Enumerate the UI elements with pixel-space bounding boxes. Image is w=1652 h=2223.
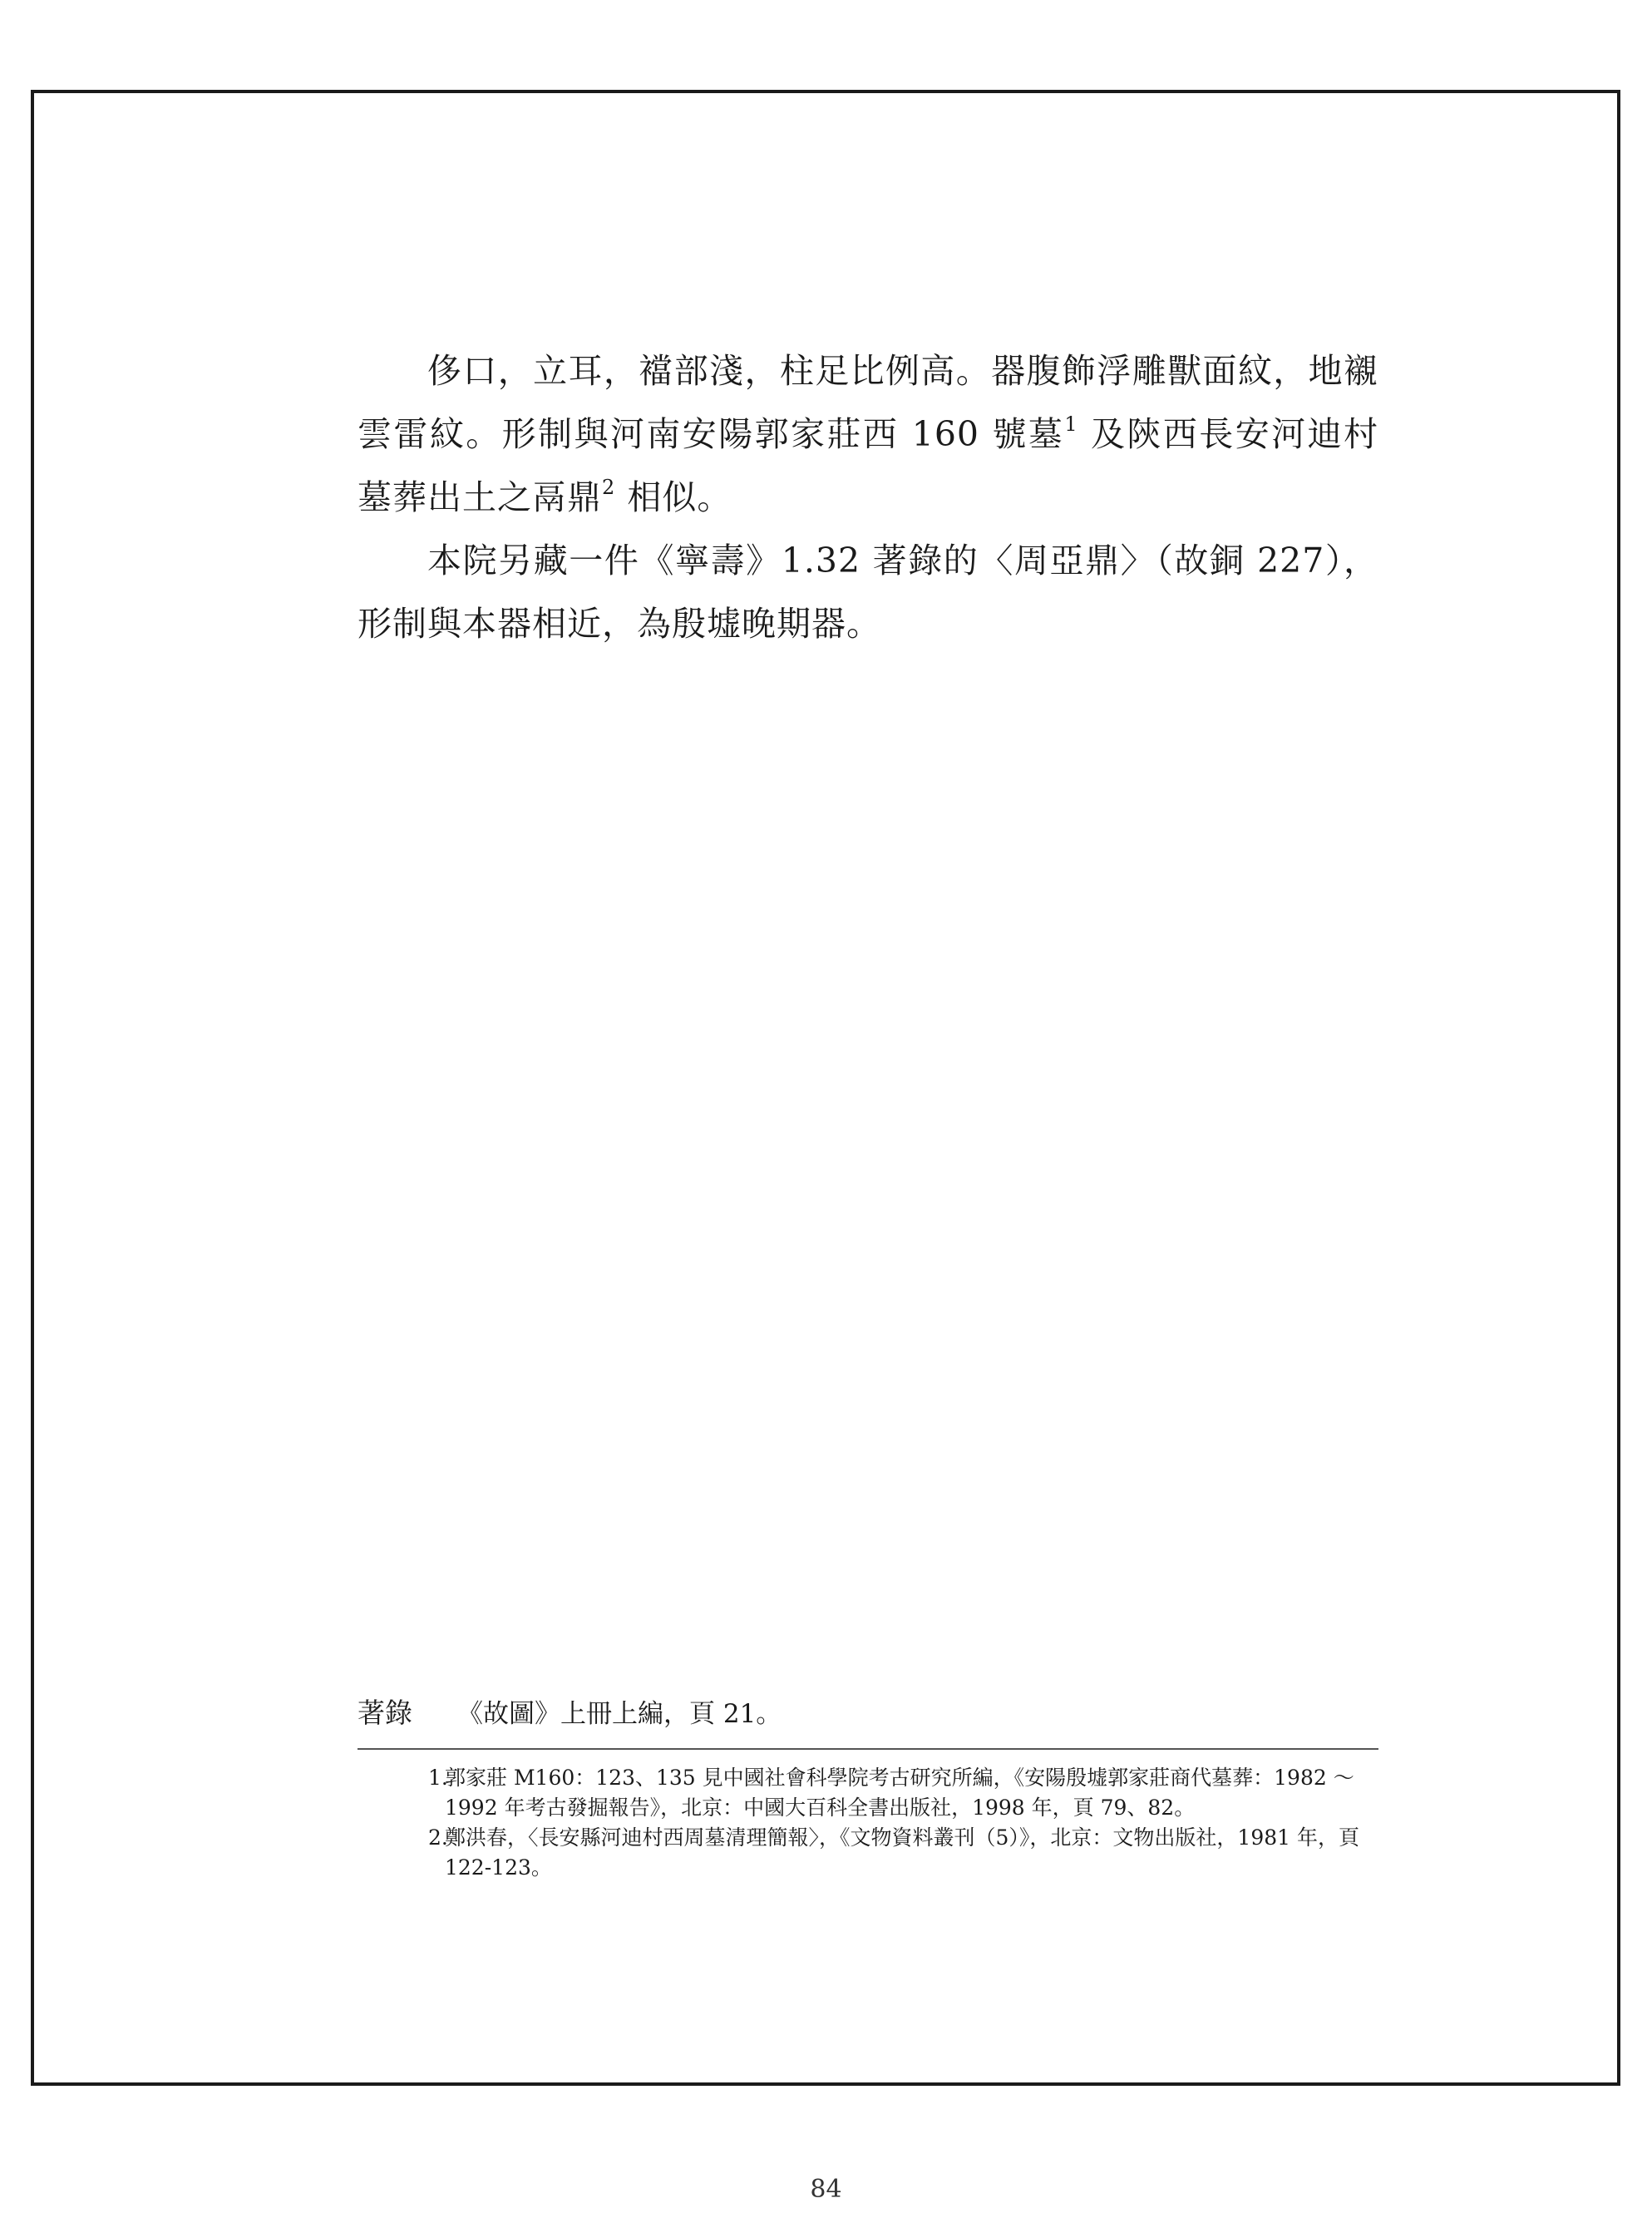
footnote-text: 鄭洪春，〈長安縣河迪村西周墓清理簡報〉，《文物資料叢刊（5）》，北京：文物出版社，1981 年，頁 122-123。 [445,1825,1359,1880]
page-number: 84 [810,2175,842,2204]
main-text [358,339,1378,655]
footnote-1 [428,1763,1376,1823]
footnote-divider [358,1748,1378,1750]
catalog-label: 著錄 [358,1697,412,1729]
footnote-text: 郭家莊 M160：123、135 見中國社會科學院考古研究所編，《安陽殷墟郭家莊商代墓葬：1982 ～ 1992 年考古發掘報告》，北京：中國大百科全書出版社，1998 年，頁 79、82。 [445,1766,1354,1820]
footnote-ref-2: 2 [602,476,616,499]
paragraph-comparison: 本院另藏一件《寧壽》1.32 著錄的〈周亞鼎〉（故銅 227），形制與本器相近，為殷墟晚期器。 [358,541,1378,644]
footnote-ref-1: 1 [1064,412,1078,436]
catalog-text: 《故圖》上冊上編，頁 21。 [457,1699,782,1729]
catalog-record [358,1697,782,1731]
paragraph-text: 及陝西長安河迪村墓葬出土之鬲鼎 [358,414,1378,517]
footnotes [428,1763,1376,1883]
paragraph-text: 侈口，立耳，襠部淺，柱足比例高。器腹飾浮雕獸面紋，地襯雲雷紋。形制與河南安陽郭家莊西 160 號墓 [358,351,1378,454]
paragraph-text: 相似。 [615,477,732,517]
paragraph-description [358,339,1378,529]
footnote-number: 1. [428,1766,448,1790]
footnote-2 [428,1823,1376,1883]
footnote-number: 2. [428,1825,448,1850]
